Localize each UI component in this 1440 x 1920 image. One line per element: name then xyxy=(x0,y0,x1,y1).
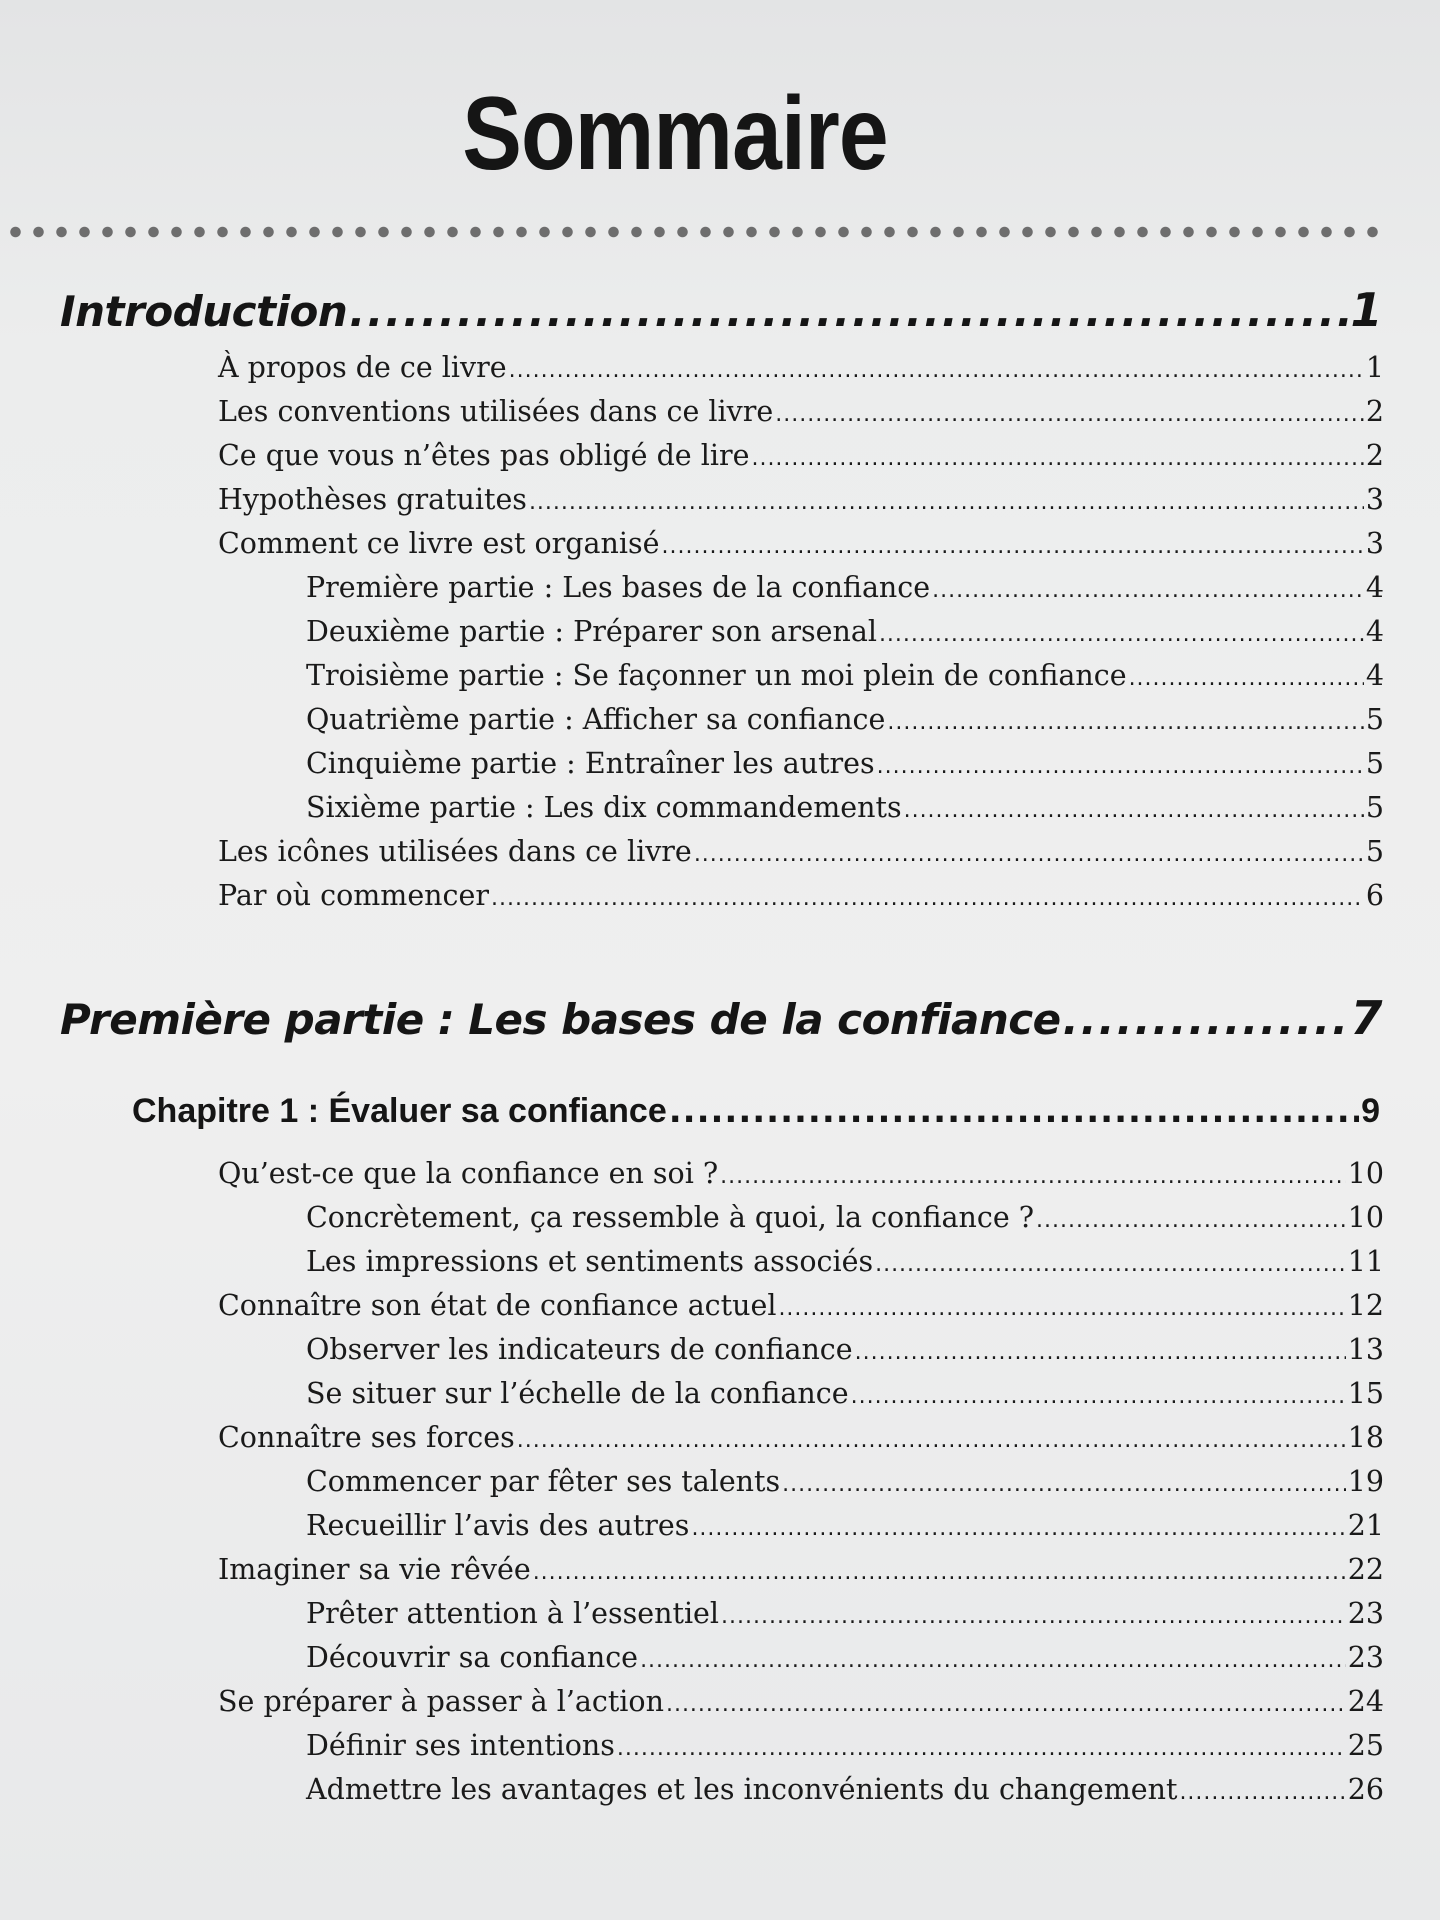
dot-leader xyxy=(904,793,1364,829)
toc-page-number: 5 xyxy=(1365,791,1384,824)
toc-subsection-entry xyxy=(306,702,1384,741)
toc-entry-label: Première partie : Les bases de la confiance xyxy=(306,571,931,604)
dot-leader xyxy=(851,1379,1346,1415)
dotted-rule xyxy=(0,224,1390,240)
toc-entry-label: Concrètement, ça ressemble à quoi, la confiance ? xyxy=(306,1201,1035,1234)
toc-page-number: 1 xyxy=(1365,351,1384,384)
dot-leader xyxy=(617,1731,1346,1767)
dot-leader xyxy=(694,837,1364,873)
toc-entry-label: À propos de ce livre xyxy=(218,351,507,384)
dot-leader xyxy=(877,749,1364,785)
toc-entry-label: Se situer sur l’échelle de la confiance xyxy=(306,1377,849,1410)
toc-entry-label: Les impressions et sentiments associés xyxy=(306,1245,874,1278)
dot-leader xyxy=(533,1555,1346,1591)
toc-entry-label: Cinquième partie : Entraîner les autres xyxy=(306,747,875,780)
toc-page-number: 18 xyxy=(1347,1421,1384,1454)
toc-page-number: 5 xyxy=(1365,747,1384,780)
toc-page-number: 11 xyxy=(1347,1245,1384,1278)
toc-entry-label: Connaître son état de confiance actuel xyxy=(218,1289,777,1322)
toc-page-number: 5 xyxy=(1365,703,1384,736)
toc-page-number: 22 xyxy=(1347,1553,1384,1586)
toc-subsection-entry xyxy=(306,1464,1384,1503)
toc-subsection-entry xyxy=(306,1244,1384,1283)
toc-part-entry xyxy=(60,282,1382,340)
toc-subsection-entry xyxy=(306,1508,1384,1547)
toc-section-entry xyxy=(218,1684,1384,1723)
toc-section-entry xyxy=(218,394,1384,433)
toc-page-number: 19 xyxy=(1347,1465,1384,1498)
dot-leader xyxy=(517,1423,1346,1459)
toc-section-entry xyxy=(218,1552,1384,1591)
toc-entry-label: Définir ses intentions xyxy=(306,1729,615,1762)
dot-leader xyxy=(720,1159,1346,1195)
toc-entry-label: Ce que vous n’êtes pas obligé de lire xyxy=(218,439,750,472)
dot-leader xyxy=(775,397,1364,433)
dot-leader xyxy=(887,705,1363,741)
toc-entry-label: Hypothèses gratuites xyxy=(218,483,527,516)
toc-page-number: 12 xyxy=(1347,1289,1384,1322)
toc-entry-label: Admettre les avantages et les inconvénients du changement xyxy=(306,1773,1178,1806)
toc-entry-label: Introduction xyxy=(60,287,348,336)
dot-leader xyxy=(1129,661,1364,697)
dot-leader xyxy=(721,1599,1346,1635)
toc-page-number: 13 xyxy=(1347,1333,1384,1366)
toc-page-number: 6 xyxy=(1365,879,1384,912)
toc-page-number: 24 xyxy=(1347,1685,1384,1718)
dot-leader xyxy=(778,1291,1345,1327)
toc-entry-label: Qu’est-ce que la confiance en soi ? xyxy=(218,1157,719,1190)
toc-section-entry xyxy=(218,438,1384,477)
toc-subsection-entry xyxy=(306,1772,1384,1811)
toc-entry-label: Troisième partie : Se façonner un moi plein de confiance xyxy=(306,659,1127,692)
toc-subsection-entry xyxy=(306,1640,1384,1679)
toc-page-number: 5 xyxy=(1365,835,1384,868)
toc-entry-label: Deuxième partie : Préparer son arsenal xyxy=(306,615,877,648)
toc-section-entry xyxy=(218,834,1384,873)
toc-subsection-entry xyxy=(306,658,1384,697)
dot-leader xyxy=(855,1335,1346,1371)
toc-page-number: 26 xyxy=(1347,1773,1384,1806)
toc-entry-label: Imaginer sa vie rêvée xyxy=(218,1553,531,1586)
dot-leader xyxy=(349,284,1348,340)
toc-entry-label: Sixième partie : Les dix commandements xyxy=(306,791,902,824)
toc-section-entry xyxy=(218,526,1384,565)
toc-subsection-entry xyxy=(306,614,1384,653)
toc-entry-label: Se préparer à passer à l’action xyxy=(218,1685,664,1718)
toc-section-entry xyxy=(218,1420,1384,1459)
toc-page-number: 25 xyxy=(1347,1729,1384,1762)
toc-page-number: 7 xyxy=(1350,991,1382,1045)
toc-subsection-entry xyxy=(306,1728,1384,1767)
toc-subsection-entry xyxy=(306,1332,1384,1371)
dot-leader xyxy=(1036,1203,1346,1239)
dot-leader xyxy=(751,441,1363,477)
toc-section-entry xyxy=(218,1288,1384,1327)
toc-subsection-entry xyxy=(306,570,1384,609)
toc-entry-label: Quatrième partie : Afficher sa confiance xyxy=(306,703,886,736)
dot-leader xyxy=(782,1467,1346,1503)
toc-entry-label: Observer les indicateurs de confiance xyxy=(306,1333,853,1366)
toc-page-number: 23 xyxy=(1347,1597,1384,1630)
dot-leader xyxy=(879,617,1364,653)
toc-page-number: 2 xyxy=(1365,395,1384,428)
toc-entry-label: Recueillir l’avis des autres xyxy=(306,1509,690,1542)
toc-page-number: 1 xyxy=(1350,283,1382,337)
toc-entry-label: Les icônes utilisées dans ce livre xyxy=(218,835,692,868)
toc-subsection-entry xyxy=(306,1200,1384,1239)
toc-entry-label: Commencer par fêter ses talents xyxy=(306,1465,781,1498)
toc-page-number: 2 xyxy=(1365,439,1384,472)
toc-page-number: 21 xyxy=(1347,1509,1384,1542)
toc-subsection-entry xyxy=(306,790,1384,829)
toc-chapter-entry xyxy=(132,1090,1380,1132)
toc-page-number: 4 xyxy=(1365,615,1384,648)
toc-page-number: 10 xyxy=(1347,1157,1384,1190)
toc-subsection-entry xyxy=(306,1596,1384,1635)
toc-entry-label: Connaître ses forces xyxy=(218,1421,515,1454)
toc-page-number: 10 xyxy=(1347,1201,1384,1234)
toc-subsection-entry xyxy=(306,746,1384,785)
toc-subsection-entry xyxy=(306,1376,1384,1415)
toc-page-number: 4 xyxy=(1365,571,1384,604)
dot-leader xyxy=(1063,992,1349,1048)
toc-section-entry xyxy=(218,350,1384,389)
dot-leader xyxy=(529,485,1364,521)
toc-entry-label: Comment ce livre est organisé xyxy=(218,527,660,560)
dot-leader xyxy=(875,1247,1346,1283)
toc-entry-label: Prêter attention à l’essentiel xyxy=(306,1597,720,1630)
toc-part-entry xyxy=(60,990,1382,1048)
toc-entry-label: Découvrir sa confiance xyxy=(306,1641,639,1674)
toc-entry-label: Les conventions utilisées dans ce livre xyxy=(218,395,774,428)
toc-page-number: 3 xyxy=(1365,483,1384,516)
toc-page-number: 4 xyxy=(1365,659,1384,692)
toc-entry-label: Par où commencer xyxy=(218,879,489,912)
dot-leader xyxy=(1179,1775,1345,1811)
dot-leader xyxy=(509,353,1364,389)
toc-entry-label: Première partie : Les bases de la confiance xyxy=(60,995,1061,1044)
dot-leader xyxy=(932,573,1364,609)
toc-section-entry xyxy=(218,878,1384,917)
dot-leader xyxy=(691,1511,1345,1547)
dot-leader xyxy=(669,1090,1359,1132)
toc-page-number: 23 xyxy=(1347,1641,1384,1674)
dot-leader xyxy=(491,881,1364,917)
toc-page-number: 9 xyxy=(1361,1092,1380,1130)
dot-leader xyxy=(640,1643,1346,1679)
toc-page-number: 15 xyxy=(1347,1377,1384,1410)
toc-section-entry xyxy=(218,1156,1384,1195)
dot-leader xyxy=(662,529,1364,565)
page-title: Sommaire xyxy=(462,76,888,192)
toc-page-number: 3 xyxy=(1365,527,1384,560)
toc-section-entry xyxy=(218,482,1384,521)
toc-entry-label: Chapitre 1 : Évaluer sa confiance xyxy=(132,1092,667,1130)
dot-leader xyxy=(666,1687,1346,1723)
